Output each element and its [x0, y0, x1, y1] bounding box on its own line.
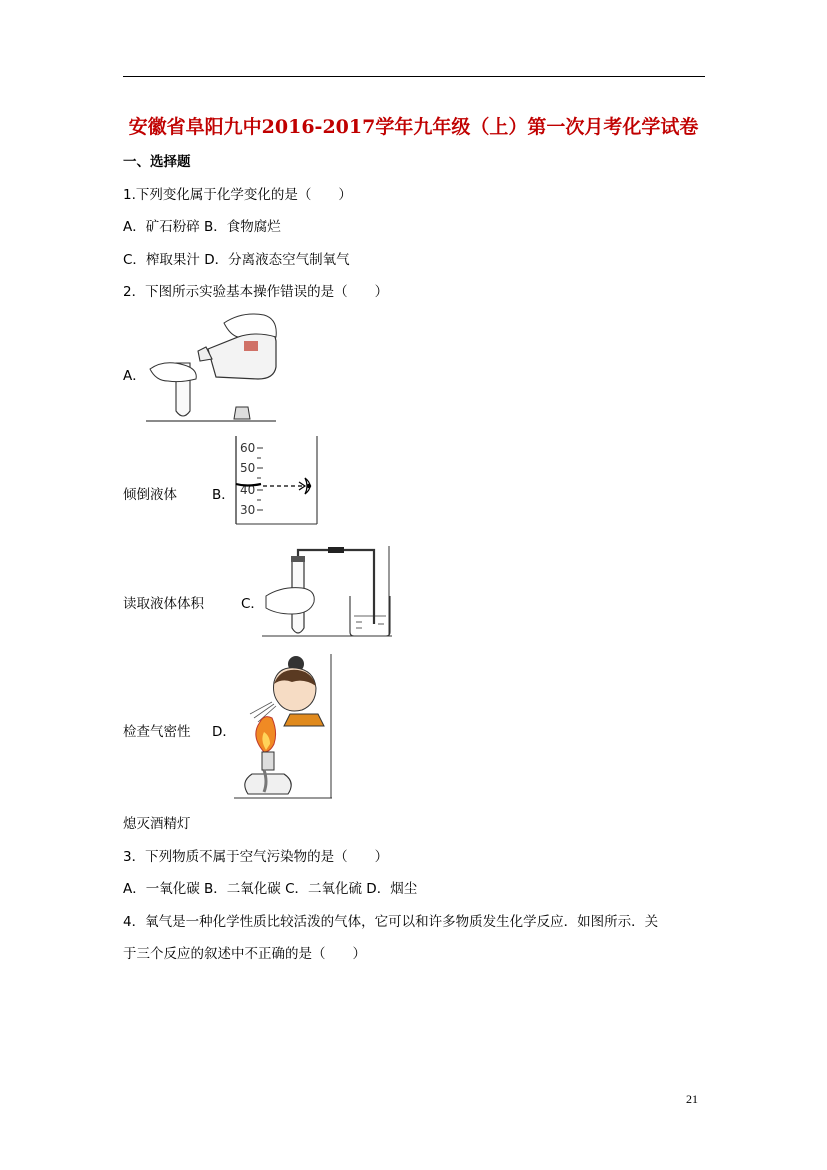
q2-option-d-label: D．: [212, 724, 236, 740]
pouring-liquid-figure: [146, 307, 282, 423]
airtightness-check-figure: [262, 544, 394, 640]
graduated-cylinder-figure: [233, 434, 323, 526]
tick-30: 30: [240, 503, 256, 517]
q3-options: A．一氧化碳 B．二氧化碳 C．二氧化硫 D．烟尘: [123, 881, 418, 897]
q2-stem: 2．下图所示实验基本操作错误的是（ ）: [123, 284, 389, 300]
q1-stem: 1.下列变化属于化学变化的是（ ）: [123, 187, 352, 203]
q4-stem-line1: 4．氧气是一种化学性质比较活泼的气体，它可以和许多物质发生化学反应．如图所示．关: [123, 914, 659, 930]
alcohol-lamp-figure: [234, 652, 338, 802]
q2-option-b-label: B．: [212, 487, 235, 503]
section-heading: 一、选择题: [123, 154, 191, 170]
tick-50: 50: [240, 461, 256, 475]
tick-40: 40: [240, 483, 256, 497]
q2-caption-pouring: 倾倒液体: [123, 487, 177, 503]
q1-options-ab: A．矿石粉碎 B．食物腐烂: [123, 219, 281, 235]
q2-caption-airtightness: 检查气密性: [123, 724, 191, 740]
q2-option-a-label: A．: [123, 368, 146, 384]
q3-stem: 3．下列物质不属于空气污染物的是（ ）: [123, 849, 389, 865]
q2-option-c-label: C．: [241, 596, 264, 612]
q1-options-cd: C．榨取果汁 D．分离液态空气制氧气: [123, 252, 350, 268]
page-number: 21: [686, 1092, 698, 1106]
page-title: 安徽省阜阳九中2016-2017学年九年级（上）第一次月考化学试卷: [128, 116, 699, 138]
q2-caption-reading-volume: 读取液体体积: [123, 596, 204, 612]
q4-stem-line2: 于三个反应的叙述中不正确的是（ ）: [123, 946, 366, 962]
header-rule: [123, 76, 705, 77]
tick-60: 60: [240, 441, 256, 455]
q2-caption-extinguish: 熄灭酒精灯: [123, 816, 191, 832]
